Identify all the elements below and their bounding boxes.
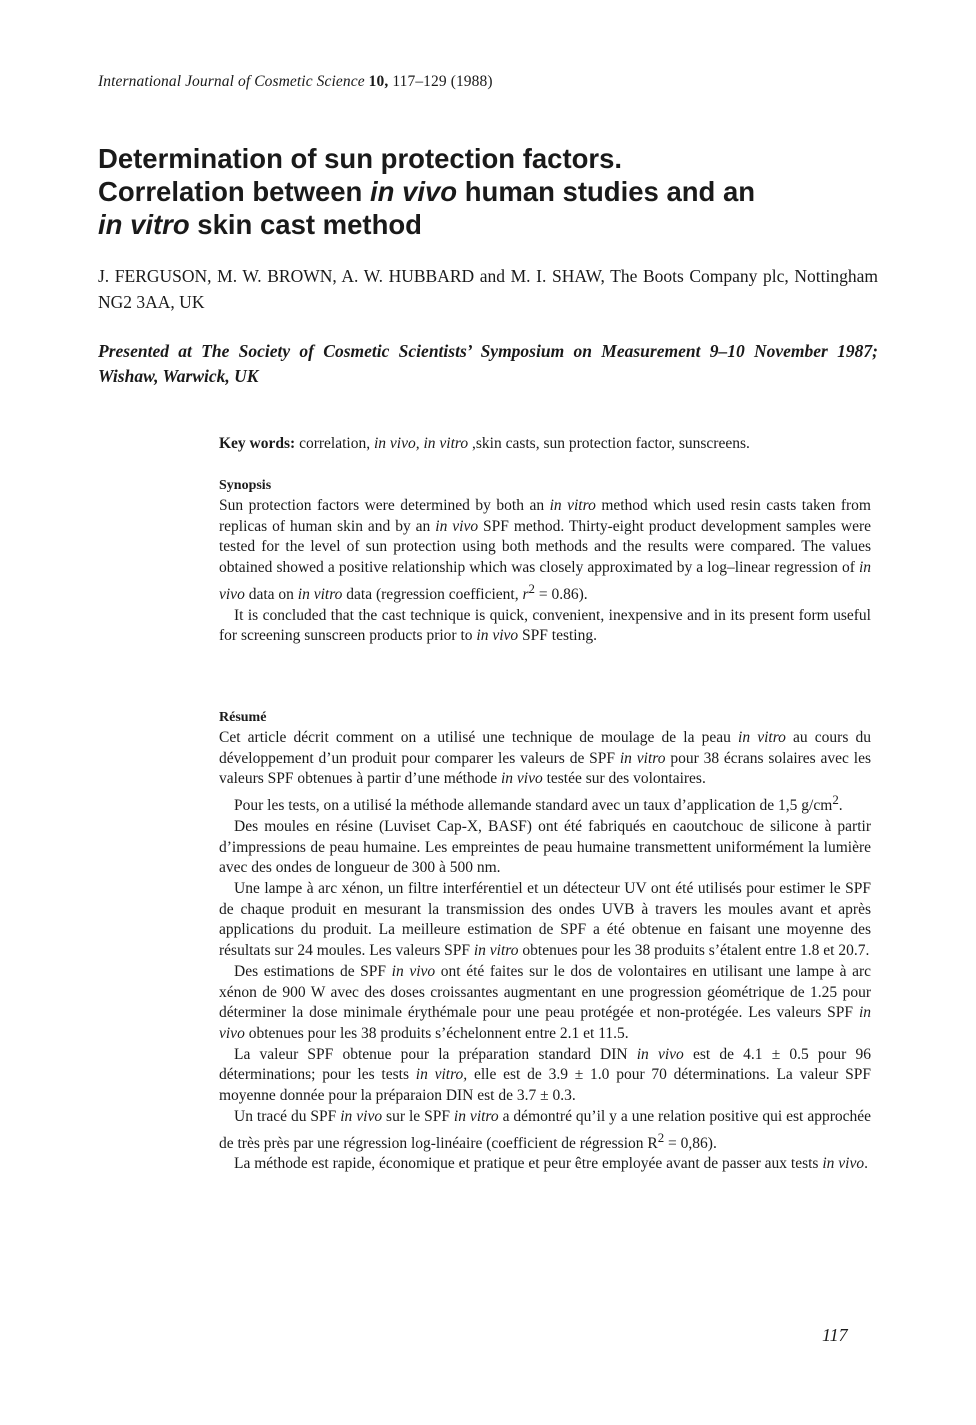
resume-paragraph: Une lampe à arc xénon, un filtre interférentiel et un détecteur UV ont été utilisés pour estimer le SPF de chaque produit en mesurant la transmission des ondes UVB à travers les moules avant et après applications du produit. La meilleure estimation de SPF a été obtenue en faisant une moyenne des résultats sur 24 moules. Les valeurs SPF in vitro obtenues pour les 38 produits s’étalent entre 1.8 et 20.7.	[219, 880, 871, 960]
synopsis-section	[219, 476, 871, 647]
journal-volume: 10,	[368, 73, 389, 90]
synopsis-paragraph: Sun protection factors were determined by both an in vitro method which used resin casts taken from replicas of human skin and by an in vivo SPF method. Thirty-eight product development samples were tested for the level of sun protection using both methods and the results were compared. The values obtained showed a positive relationship which was closely approximated by a log–linear regression of in vivo data on in vitro data (regression coefficient, $r^2 = 0.86$).	[219, 497, 872, 603]
title-line-2: Correlation between in vivo human studies and an	[98, 176, 756, 207]
synopsis-heading: Synopsis	[219, 478, 272, 493]
resume-heading: Résumé	[219, 710, 267, 725]
resume-paragraph: Cet article décrit comment on a utilisé une technique de moulage de la peau in vitro au cours du développement d’un produit pour comparer les valeurs de SPF in vitro pour 38 écrans solaires avec les valeurs SPF obtenues à partir d’une méthode in vivo testée sur des volontaires.	[219, 729, 871, 788]
resume-paragraph: Un tracé du SPF in vivo sur le SPF in vitro a démontré qu’il y a une relation positive qui est approchée de très près par une régression log-linéaire (coefficient de régression $R^2 = 0,86$).	[219, 1107, 871, 1152]
resume-paragraph: Des moules en résine (Luviset Cap-X, BASF) ont été fabriqués en caoutchouc de silicone à partir d’impressions de peau humaine. Les empreintes de peau humaine transmettent uniformément la lumière avec des ondes de longueur de 300 à 500 nm.	[219, 817, 871, 877]
resume-paragraph: La valeur SPF obtenue pour la préparation standard DIN in vivo est de 4.1 ± 0.5 pour 96 déterminations; pour les tests in vitro, elle est de 3.9 ± 1.0 pour 70 déterminations. La valeur SPF moyenne donnée pour la préparaion DIN est de 3.7 ± 0.3.	[219, 1045, 871, 1105]
journal-name: International Journal of Cosmetic Science	[98, 73, 365, 90]
article-title	[98, 142, 898, 241]
resume-paragraph: Pour les tests, on a utilisé la méthode allemande standard avec un taux d’application de 1,5 $g/cm^2$.	[234, 792, 843, 815]
authors-affiliation: J. FERGUSON, M. W. BROWN, A. W. HUBBARD and M. I. SHAW, The Boots Company plc, Nottingham NG2 3AA, UK	[98, 266, 878, 312]
resume-section	[219, 708, 871, 1175]
resume-paragraph: Des estimations de SPF in vivo ont été faites sur le dos de volontaires en utilisant une lampe à arc xénon de 900 W avec des doses croissantes augmentant en une progression géométrique de 1.25 pour déterminer la dose minimale érythémale pour une peau protégée et non-protégée. Les valeurs SPF in vivo obtenues pour les 38 produits s’échelonnent entre 2.1 et 11.5.	[219, 962, 872, 1042]
page-number: 117	[822, 1325, 848, 1345]
keywords: Key words: correlation, in vivo, in vitro ,skin casts, sun protection factor, sunscreens.	[219, 435, 750, 452]
journal-pages: 117–129 (1988)	[392, 73, 493, 90]
synopsis-paragraph: It is concluded that the cast technique is quick, convenient, inexpensive and in its present form useful for screening sunscreen products prior to in vivo SPF testing.	[219, 606, 871, 645]
presented-note: Presented at The Society of Cosmetic Scientists’ Symposium on Measurement 9–10 November 1987; Wishaw, Warwick, UK	[98, 341, 878, 386]
resume-paragraph: La méthode est rapide, économique et pratique et peur être employée avant de passer aux tests in vivo.	[234, 1155, 868, 1173]
keywords-label: Key words:	[219, 435, 296, 452]
title-line-1: Determination of sun protection factors.	[98, 143, 623, 174]
journal-citation	[98, 73, 493, 91]
title-line-3: in vitro skin cast method	[98, 209, 422, 240]
